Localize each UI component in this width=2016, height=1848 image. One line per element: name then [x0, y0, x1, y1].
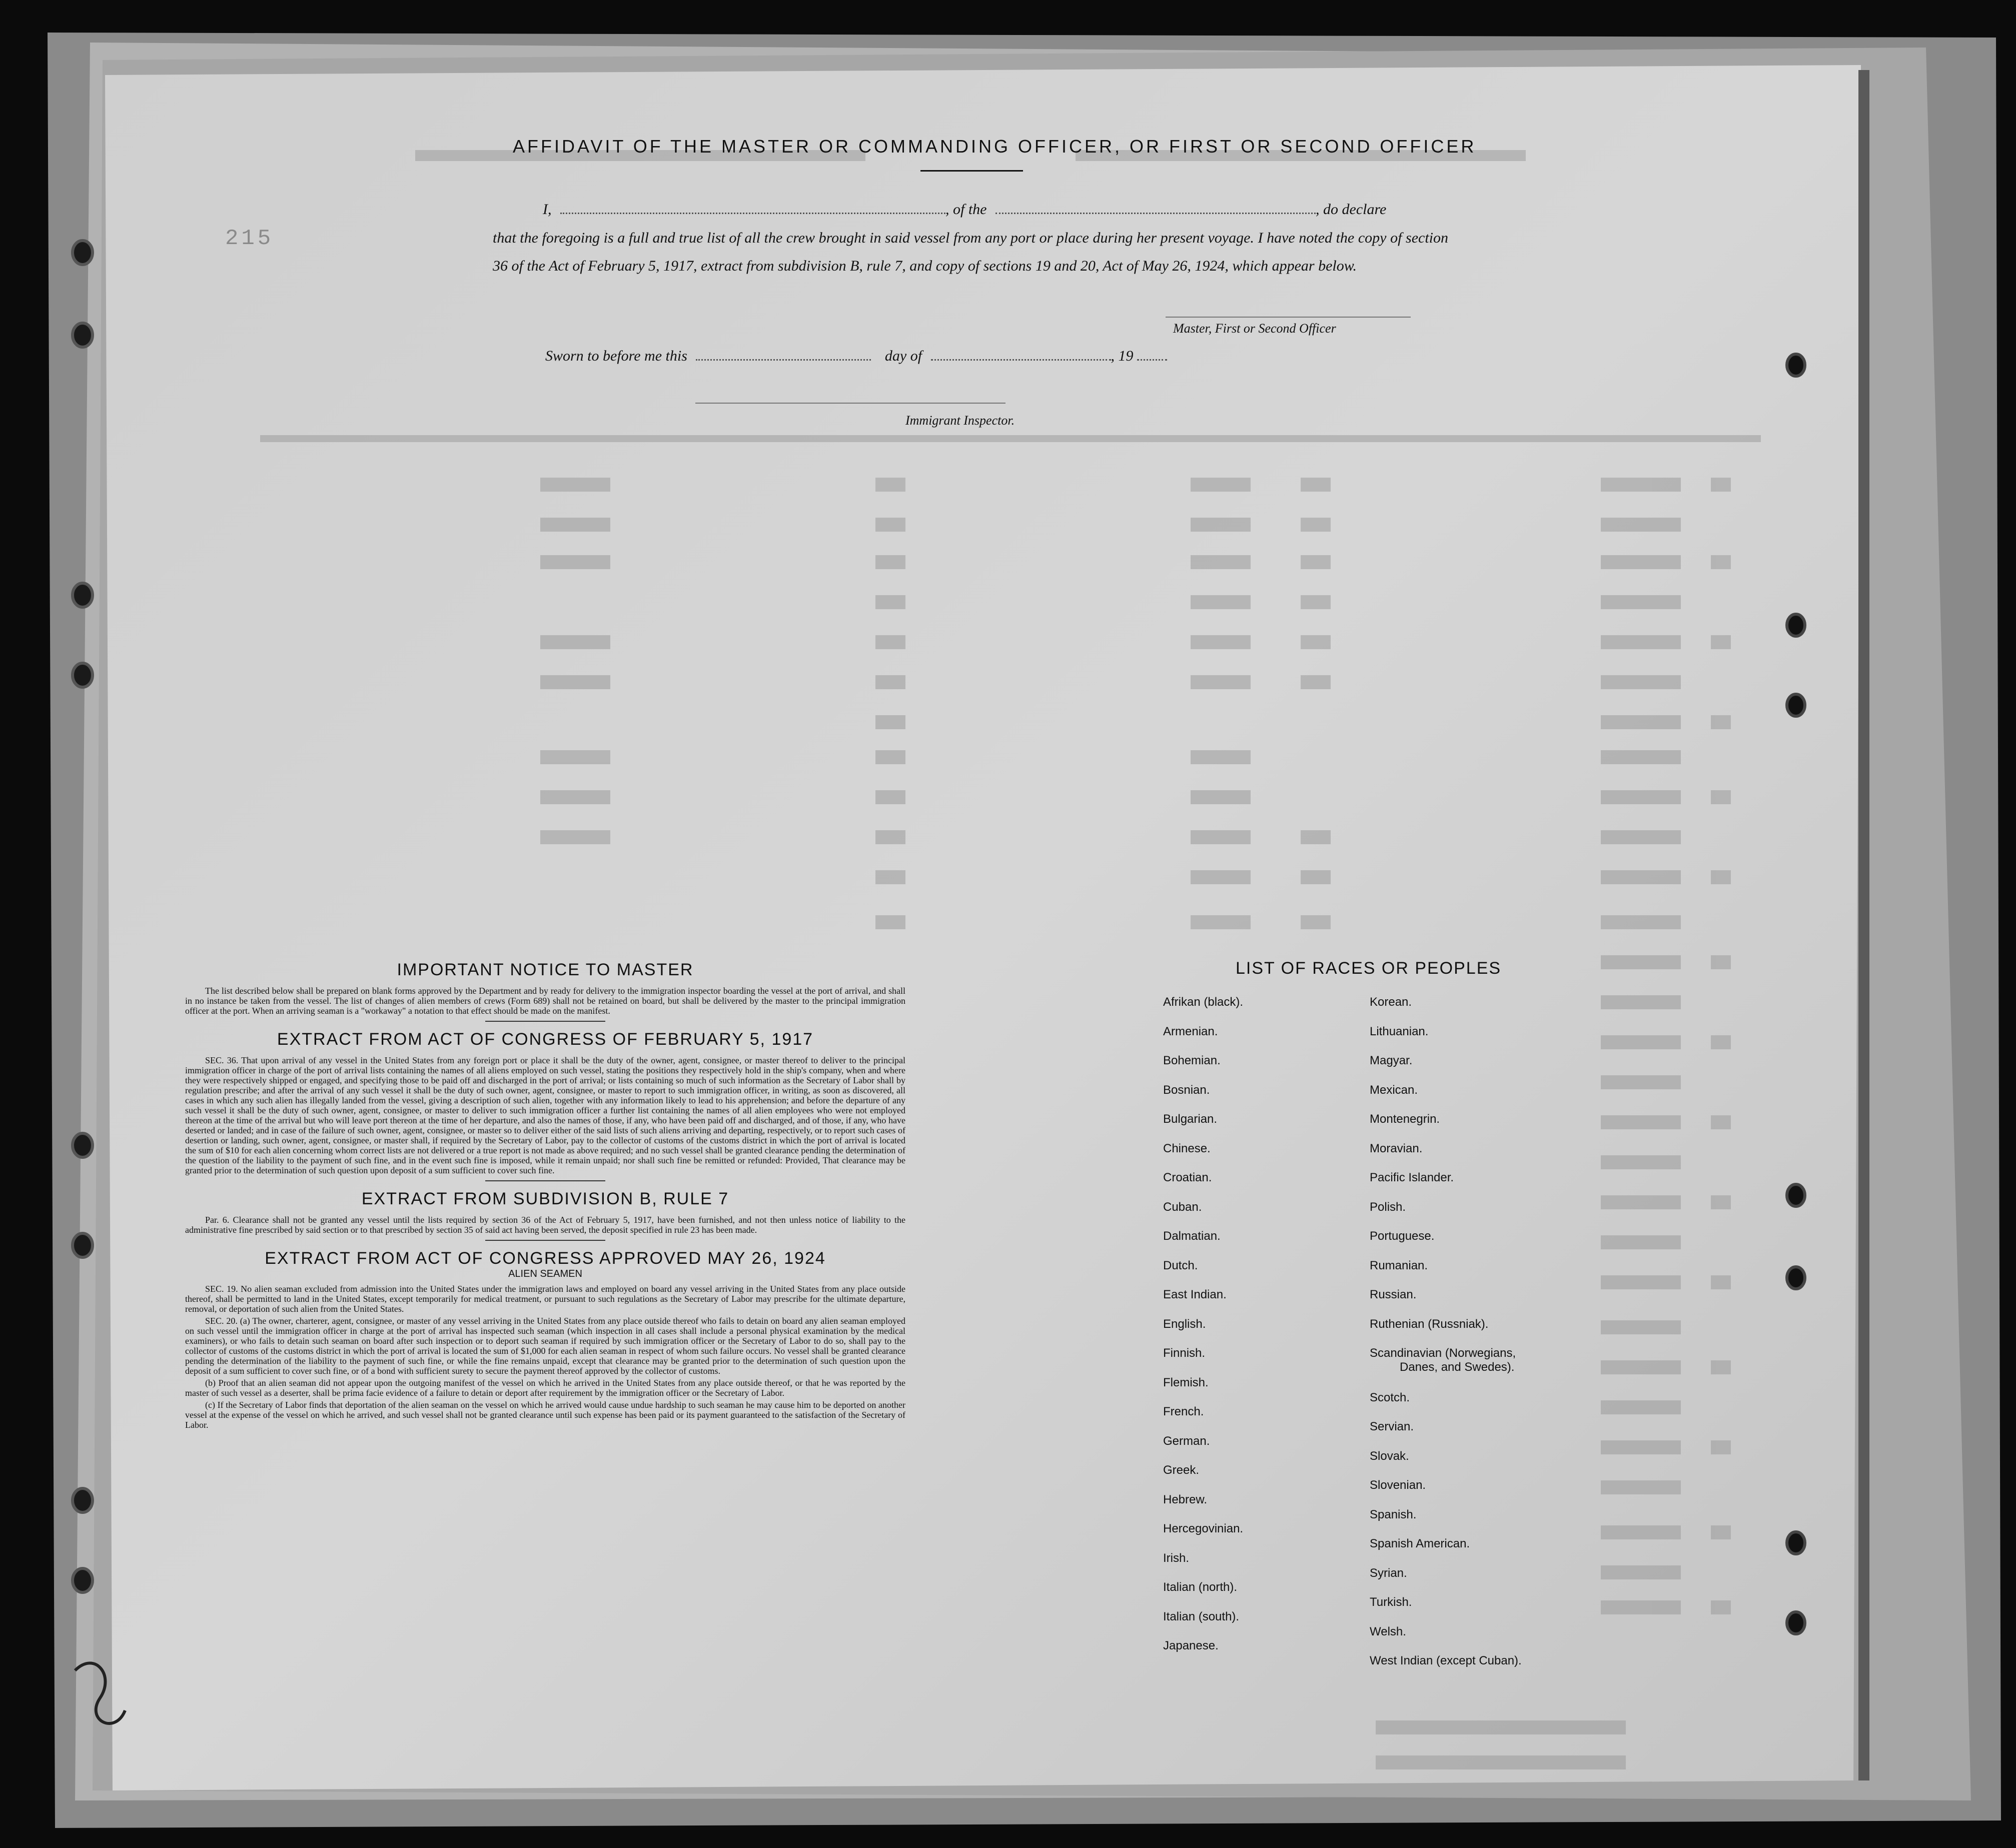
name-field[interactable] [560, 212, 945, 214]
race-item: Mexican. [1370, 1083, 1418, 1097]
race-item: Spanish American. [1370, 1537, 1470, 1550]
race-item: Pacific Islander. [1370, 1171, 1454, 1184]
race-item: Bulgarian. [1163, 1112, 1218, 1126]
month-field[interactable] [931, 359, 1111, 361]
sec20a-text: SEC. 20. (a) The owner, charterer, agent, consignee, or master of any vessel arriving in the United States from any place outside thereof who fails to detain on board any alien seaman employed on such vessel until the immigration officer in charge at the port of arrival has inspected such seaman (which inspection in all cases shall include a personal physical examination by the medical examiners), or who fails to detain such seaman on board after such inspection or to deport such seaman if required by such immigration officer or the Secretary of Labor to do so, shall pay to the collector of customs of the customs district in which the port of arrival is located the sum of $1,000 for each alien seaman in respect of whom such failure occurs. No vessel shall be granted clearance pending the determination of the liability to the payment of such fine, or while the fine remains unpaid, except that clearance may be granted prior to the determination of such question upon the deposit of a sum sufficient to cover such fine, or of a bond with sufficient surety to secure the payment thereof approved by the collector of customs. [185, 1316, 905, 1376]
race-item: Irish. [1163, 1551, 1190, 1565]
heading-rule [920, 170, 1023, 172]
race-item: Portuguese. [1370, 1229, 1435, 1243]
race-item: Lithuanian. [1370, 1024, 1429, 1038]
extract-1924-subheading: ALIEN SEAMEN [508, 1268, 582, 1279]
separator [485, 1021, 605, 1022]
inspector-line [695, 403, 1005, 404]
extract-1917-text: SEC. 36. That upon arrival of any vessel in the United States from any foreign port or place it shall be the duty of the owner, agent, consignee, or master thereof to deliver to the principal immigration officer in charge of the port of arrival lists containing the names of all aliens employed on such vessel, stating the positions they respectively hold in the ship's company, when and where they were respectively shipped or engaged, and specifying those to be paid off and discharged in the port of arrival; or lists containing so much of such information as the Secretary of Labor shall by regulation prescribe; and after the arrival of any such vessel it shall be the duty of such owner, agent, consignee, or master to report to such immigration officer, in writing, as soon as discovered, all cases in which any such alien has illegally landed from the vessel, giving a description of such alien, together with any information likely to lead to his apprehension; and before the departure of any such vessel it shall be the duty of such owner, agent, consignee, or master to deliver to such immigration officer a further list containing the names of all alien employees who were not employed thereon at the time of the arrival but who will leave port thereon at the time of her departure, and also the names of those, if any, who have been paid off and discharged, and of those, if any, who have deserted or landed; and in case of the failure of such owner, agent, consignee, or master so to deliver either of the said lists of such aliens arriving and departing, respectively, or to report such cases of desertion or landing, such owner, agent, consignee, or master shall, if required by the Secretary of Labor, pay to the collector of customs of the customs district in which the port of arrival is located the sum of $10 for each alien concerning whom correct lists are not delivered or a true report is not made as above required; and no such vessel shall be granted clearance pending the determination of the question of the liability to the payment of such fine, and in the event such fine is imposed, while it remain unpaid; nor shall such fine be remitted or refunded: Provided, That clearance may be granted prior to the determination of such question upon deposit of a sum sufficient to cover such fine. [185, 1055, 905, 1175]
race-item: Magyar. [1370, 1054, 1413, 1067]
separator [485, 1240, 605, 1241]
race-item: English. [1163, 1317, 1206, 1331]
of-the-label: , of the [945, 201, 987, 218]
race-item: Slovenian. [1370, 1478, 1426, 1492]
vessel-field[interactable] [995, 212, 1316, 214]
race-item: Hercegovinian. [1163, 1522, 1244, 1535]
race-item: Spanish. [1370, 1507, 1417, 1521]
races-heading: LIST OF RACES OR PEOPLES [1236, 959, 1502, 978]
signature-label: Master, First or Second Officer [1173, 321, 1336, 336]
race-item: Finnish. [1163, 1346, 1206, 1360]
race-item: Bosnian. [1163, 1083, 1210, 1097]
sec19-text: SEC. 19. No alien seaman excluded from admission into the United States under the immigration laws and employed on board any vessel arriving in the United States from any place outside thereof, shall be permitted to land in the United States, except temporarily for medical treatment, or pursuant to such regulations as the Secretary of Labor may prescribe for the ultimate departure, removal, or deportation of such alien from the United States. [185, 1284, 905, 1314]
notice-text: The list described below shall be prepared on blank forms approved by the Department and by ready for delivery to the immigration inspector boarding the vessel at the port of arrival, and shall in no instance be taken from the vessel. The list of changes of alien members of crews (Form 689) shall not be retained on board, but shall be delivered by the master to the principal immigration officer at the port. When an arriving seaman is a "workaway" a notation to that effect should be made on the manifest. [185, 986, 905, 1016]
binding-hole [73, 241, 93, 265]
extract-1917-heading: EXTRACT FROM ACT OF CONGRESS OF FEBRUARY 5, 1917 [277, 1030, 814, 1049]
paper-sheet [105, 65, 1861, 1790]
sec20c-text: (c) If the Secretary of Labor finds that deportation of the alien seaman on the vessel on which he arrived would cause undue hardship to such seaman he may cause him to be deported on another vessel at the expense of the vessel on which he arrived, and such vessel shall not be granted clearance until such expense has been paid or its payment guaranteed to the satisfaction of the Secretary of Labor. [185, 1400, 905, 1430]
race-item: Chinese. [1163, 1141, 1211, 1155]
race-item: Montenegrin. [1370, 1112, 1440, 1126]
race-item: Bohemian. [1163, 1054, 1221, 1067]
race-item: Rumanian. [1370, 1258, 1428, 1272]
race-item: Dutch. [1163, 1258, 1198, 1272]
affidavit-heading: AFFIDAVIT OF THE MASTER OR COMMANDING OFFICER, OR FIRST OR SECOND OFFICER [513, 136, 1477, 157]
race-item: Polish. [1370, 1200, 1406, 1214]
rule7-heading: EXTRACT FROM SUBDIVISION B, RULE 7 [361, 1189, 729, 1208]
race-item: East Indian. [1163, 1288, 1227, 1301]
year-label: , 19 [1111, 348, 1134, 364]
race-item: Danes, and Swedes). [1400, 1360, 1515, 1374]
affidavit-body: that the foregoing is a full and true list of all the crew brought in said vessel from any port or place during her present voyage. I have noted the copy of section 36 of the Act of February 5, 1917, extract from subdivision B, rule 7, and copy of sections 19 and 20, Act of May 26, 1924, which appear below. [493, 230, 1448, 274]
sworn-line [545, 348, 1167, 365]
race-item: Greek. [1163, 1463, 1200, 1477]
race-item: Turkish. [1370, 1595, 1412, 1609]
race-item: Ruthenian (Russniak). [1370, 1317, 1489, 1331]
sec20b-text: (b) Proof that an alien seaman did not appear upon the outgoing manifest of the vessel on which he arrived in the United States from any place outside thereof, or that he was reported by the master of such vessel as a deserter, shall be prima facie evidence of a failure to detain or deport after requirement by the immigration officer or the Secretary of Labor. [185, 1378, 905, 1398]
day-of-label: day of [884, 348, 922, 364]
race-item: Scandinavian (Norwegians, [1370, 1346, 1516, 1360]
prefix-i: I, [543, 201, 552, 218]
race-item: Dalmatian. [1163, 1229, 1221, 1243]
legal-column [185, 960, 905, 1432]
separator [485, 1180, 605, 1181]
year-field[interactable] [1137, 359, 1167, 361]
affidavit-declaration [543, 201, 1448, 218]
sworn-label: Sworn to before me this [545, 348, 687, 364]
race-item: Hebrew. [1163, 1492, 1208, 1506]
extract-1924-heading: EXTRACT FROM ACT OF CONGRESS APPROVED MAY 26, 1924 [265, 1249, 826, 1268]
race-item: West Indian (except Cuban). [1370, 1654, 1522, 1667]
race-item: Cuban. [1163, 1200, 1202, 1214]
race-item: Armenian. [1163, 1024, 1218, 1038]
race-item: Flemish. [1163, 1375, 1209, 1389]
bleed-page-number: 215 [225, 226, 274, 251]
race-item: Korean. [1370, 995, 1412, 1009]
signature-line [1166, 317, 1411, 318]
rule7-text: Par. 6. Clearance shall not be granted any vessel until the lists required by section 36 of the Act of February 5, 1917, have been furnished, and not then unless notice of liability to the administrative fine prescribed by said section or to that prescribed by section 35 of said act having been served, the deposit specified in rule 23 has been made. [185, 1215, 905, 1235]
race-item: Russian. [1370, 1288, 1417, 1301]
race-item: German. [1163, 1434, 1210, 1448]
inspector-label: Immigrant Inspector. [905, 413, 1015, 428]
race-item: Japanese. [1163, 1639, 1219, 1652]
race-item: Welsh. [1370, 1624, 1406, 1638]
race-item: Afrikan (black). [1163, 995, 1244, 1009]
race-item: Italian (south). [1163, 1609, 1240, 1623]
race-item: Italian (north). [1163, 1580, 1238, 1594]
race-item: Slovak. [1370, 1449, 1409, 1463]
race-item: Syrian. [1370, 1566, 1407, 1580]
race-item: Croatian. [1163, 1171, 1212, 1184]
race-item: Scotch. [1370, 1390, 1410, 1404]
race-item: French. [1163, 1405, 1204, 1418]
notice-heading: IMPORTANT NOTICE TO MASTER [397, 960, 694, 979]
day-field[interactable] [696, 359, 871, 361]
do-declare-label: , do declare [1316, 201, 1387, 218]
race-item: Servian. [1370, 1420, 1414, 1433]
race-item: Moravian. [1370, 1141, 1423, 1155]
